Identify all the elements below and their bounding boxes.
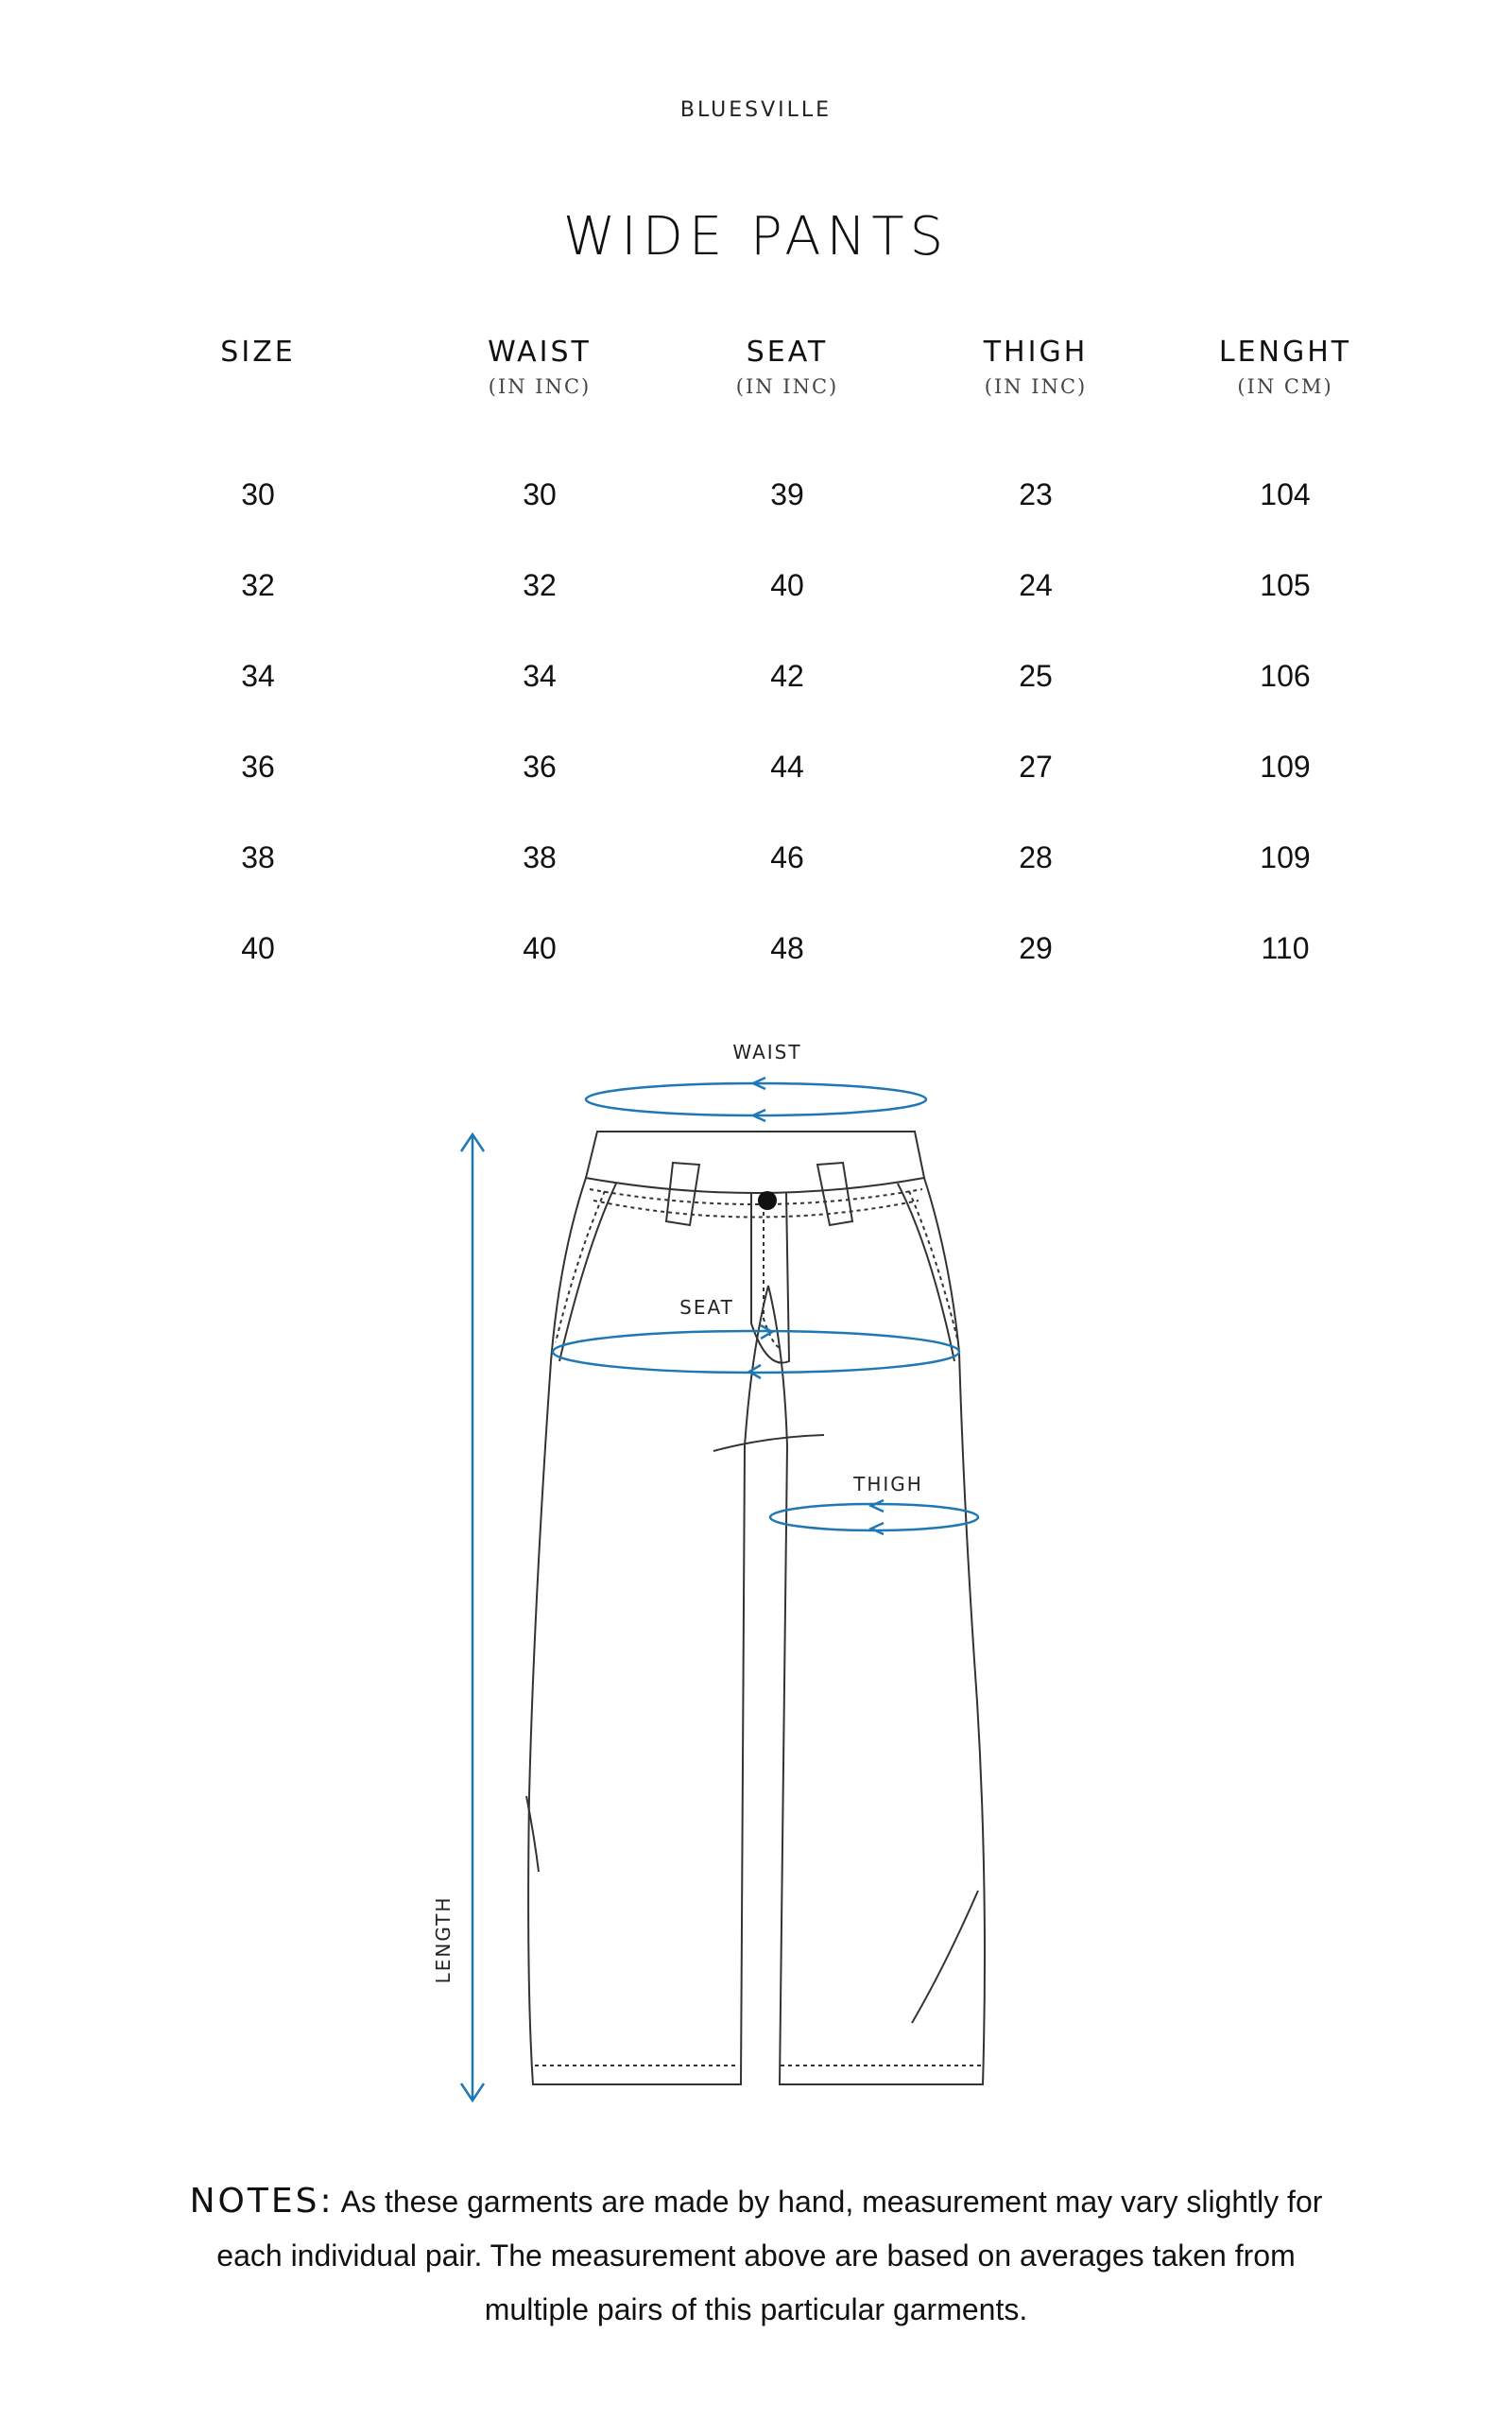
table-cell-size: 36 [241, 750, 275, 784]
length-label: LENGTH [432, 1895, 455, 1984]
table-cell-thigh: 27 [1019, 750, 1053, 784]
column-unit-thigh: (IN INC) [984, 375, 1088, 398]
table-cell-length: 104 [1260, 477, 1311, 511]
table-cell-size: 32 [241, 568, 275, 602]
notes-text: As these garments are made by hand, measurement may vary slightly for each individual pair. The measurement above are based on averages taken from multiple pairs of this particular garments. [216, 2185, 1323, 2326]
column-header-seat: SEAT [746, 336, 829, 369]
table-cell-thigh: 29 [1019, 931, 1053, 965]
table-cell-seat: 40 [770, 568, 804, 602]
column-unit-waist: (IN INC) [488, 375, 592, 398]
table-cell-thigh: 24 [1019, 568, 1053, 602]
column-header-length: LENGHT [1218, 336, 1352, 369]
table-cell-thigh: 25 [1019, 659, 1053, 693]
table-cell-waist: 38 [523, 840, 557, 874]
column-unit-length: (IN CM) [1237, 375, 1333, 398]
thigh-measure-icon [770, 1500, 978, 1534]
table-cell-size: 34 [241, 659, 275, 693]
notes-section [189, 2174, 1323, 2337]
table-cell-seat: 46 [770, 840, 804, 874]
waist-label: WAIST [732, 1041, 802, 1063]
table-cell-waist: 34 [523, 659, 557, 693]
button-icon [758, 1191, 777, 1210]
table-cell-thigh: 23 [1019, 477, 1053, 511]
table-cell-waist: 32 [523, 568, 557, 602]
table-cell-waist: 36 [523, 750, 557, 784]
waist-measure-icon [586, 1078, 926, 1121]
seat-measure-icon [553, 1325, 959, 1378]
page-title: WIDE PANTS [562, 206, 950, 268]
table-cell-length: 109 [1260, 840, 1311, 874]
table-cell-length: 109 [1260, 750, 1311, 784]
length-measure-icon [461, 1134, 484, 2100]
seat-label: SEAT [679, 1296, 734, 1319]
table-cell-waist: 40 [523, 931, 557, 965]
table-cell-size: 30 [241, 477, 275, 511]
table-cell-seat: 44 [770, 750, 804, 784]
pants-outline [526, 1132, 985, 2084]
brand-logo: BLUESVILLE [679, 98, 833, 122]
column-header-size: SIZE [220, 336, 296, 369]
table-cell-waist: 30 [523, 477, 557, 511]
table-cell-seat: 48 [770, 931, 804, 965]
table-cell-thigh: 28 [1019, 840, 1053, 874]
notes-label: NOTES: [189, 2182, 335, 2221]
thigh-label: THIGH [853, 1473, 923, 1495]
table-cell-seat: 39 [770, 477, 804, 511]
table-cell-length: 110 [1261, 931, 1310, 965]
column-header-waist: WAIST [488, 336, 592, 369]
table-cell-seat: 42 [770, 659, 804, 693]
column-unit-seat: (IN INC) [735, 375, 839, 398]
table-cell-length: 106 [1260, 659, 1311, 693]
table-cell-size: 40 [241, 931, 275, 965]
table-cell-length: 105 [1260, 568, 1311, 602]
table-cell-size: 38 [241, 840, 275, 874]
column-header-thigh: THIGH [983, 336, 1089, 369]
